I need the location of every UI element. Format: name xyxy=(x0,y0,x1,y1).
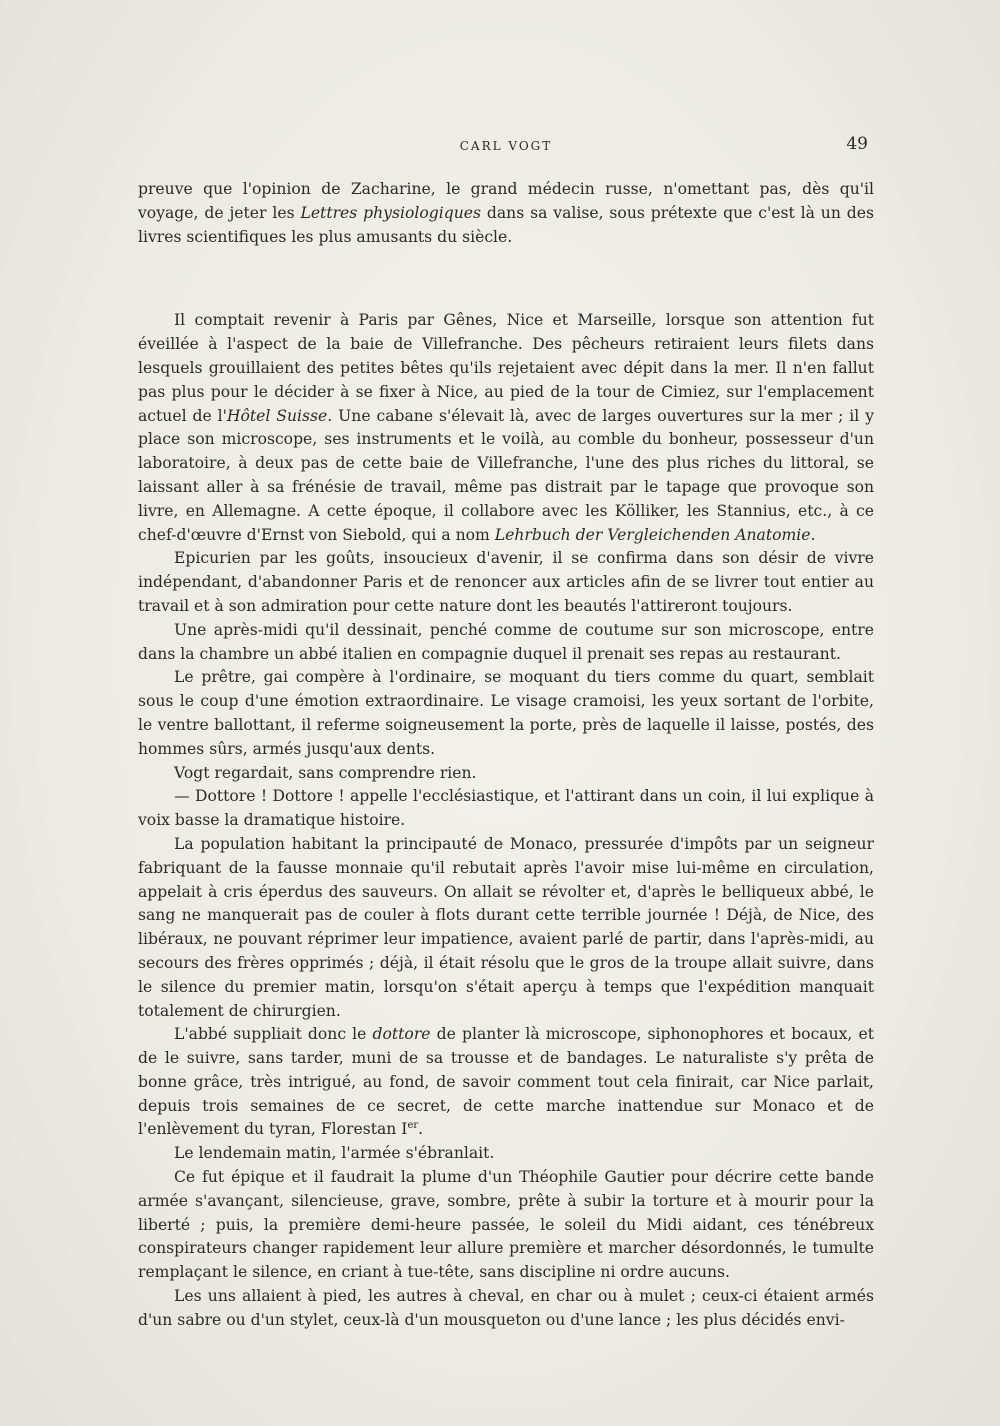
paragraph-text: de planter là microscope, siphonophores et bocaux, et de le suivre, sans tarder, muni de sa trousse et de bandages. Le naturaliste s'y prêta de bonne grâce, très intrigué, au fond, de savoir comment tout cela finirait, car Nice parlait, depuis trois semaines de ce secret, de cette marche inattendue sur Monaco et de l'enlèvement du tyran, Florestan I xyxy=(138,1025,875,1139)
paragraph-4: Une après-midi qu'il dessinait, penché comme de coutume sur son microscope, entre dans la chambre un abbé italien en compagnie duquel il prenait ses repas au restaurant. xyxy=(138,620,874,663)
paragraph-12: Les uns allaient à pied, les autres à cheval, en char ou à mulet ; ceux-ci étaient armés d'un sabre ou d'un stylet, ceux-là d'un mousqueton ou d'une lance ; les plus décidés envi- xyxy=(138,1287,874,1329)
paragraph-text: L'abbé suppliait donc le xyxy=(174,1025,373,1044)
paragraph-text: preuve que l'opinion de Zacharine, le grand médecin russe, n'omettant pas, dès qu'il voyage, de jeter les xyxy=(138,180,874,222)
paragraph-9 xyxy=(138,1023,874,1142)
italic-book-title: Lettres physiologiques xyxy=(300,203,481,222)
body-text xyxy=(138,178,874,1333)
page-number: 49 xyxy=(846,134,868,154)
paragraph-text: . xyxy=(418,1120,424,1139)
italic-book-title: Lehrbuch der Vergleichenden Anatomie xyxy=(494,525,811,544)
running-header xyxy=(138,136,874,156)
paragraph-6: Vogt regardait, sans comprendre rien. xyxy=(174,763,477,782)
paragraph-text: . xyxy=(810,525,816,544)
paragraph-text: Il comptait revenir à Paris par Gênes, Nice et Marseille, lorsque son attention fut éveillée à l'aspect de la baie de Villefranche. Des pêcheurs retiraient leurs filets dans lesquels grouillaient des petites bêtes qu'ils rejetaient avec dépit dans la mer. Il n'en fallut pas plus pour le décider à se fixer à Nice, au pied de la tour de Cimiez, sur l'emplacement actuel de l' xyxy=(138,311,874,425)
paragraph-5: Le prêtre, gai compère à l'ordinaire, se moquant du tiers comme du quart, semblait sous le coup d'une émotion extraordinaire. Le visage cramoisi, les yeux sortant de l'orbite, le ventre ballottant, il referme soigneusement la porte, près de laquelle il laisse, postés, des hommes sûrs, armés jusqu'aux dents. xyxy=(138,668,874,758)
running-title: CARL VOGT xyxy=(459,139,553,153)
paragraph-text: . Une cabane s'élevait là, avec de larges ouvertures sur la mer ; il y place son microscope, ses instruments et le voilà, au comble du bonheur, possesseur d'un laboratoire, à deux pas de cette baie de Villefranche, l'une des plus riches du littoral, se laissant aller à sa frénésie de travail, même pas distrait par le tapage que provoque son livre, en Allemagne. A cette époque, il collabore avec les Kölliker, les Stannius, etc., à ce chef-d'œuvre d'Ernst von Siebold, qui a nom xyxy=(138,406,874,544)
paragraph-11: Ce fut épique et il faudrait la plume d'un Théophile Gautier pour décrire cette bande armée s'avançant, silencieuse, grave, sombre, prête à subir la torture et à mourir pour la liberté ; puis, la première demi-heure passée, le soleil du Midi aidant, ces ténébreux conspirateurs changer rapidement leur allure première et marcher désordonnés, le tumulte remplaçant le silence, en criant à tue-tête, sans discipline ni ordre aucuns. xyxy=(138,1168,874,1282)
paragraph-3: Epicurien par les goûts, insoucieux d'avenir, il se confirma dans son désir de vivre indépendant, d'abandonner Paris et de renoncer aux articles afin de se livrer tout entier au travail et à son admiration pour cette nature dont les beautés l'attireront toujours. xyxy=(138,549,874,615)
paragraph-text: dans sa valise, sous prétexte que c'est là un des livres scientifiques les plus amusants du siècle. xyxy=(138,203,874,246)
paragraph-2 xyxy=(138,309,874,547)
paragraph-1 xyxy=(138,178,874,249)
superscript-ordinal: er xyxy=(407,1120,419,1132)
italic-term: dottore xyxy=(372,1025,431,1044)
paragraph-8: La population habitant la principauté de Monaco, pressurée d'impôts par un seigneur fabriquant de la fausse monnaie qu'il rebutait après l'avoir mise lui-même en circulation, appelait à cris éperdus des sauveurs. On allait se révolter et, d'après le belliqueux abbé, le sang ne manquerait pas de couler à flots durant cette terrible journée ! Déjà, de Nice, des libéraux, ne pouvant réprimer leur impatience, avaient parlé de partir, dans l'après-midi, au secours des frères opprimés ; déjà, il était résolu que le gros de la troupe allait suivre, dans le silence du premier matin, lorsqu'on s'était aperçu à temps que l'expédition manquait totalement de chirurgien. xyxy=(138,834,874,1020)
paragraph-10: Le lendemain matin, l'armée s'ébranlait. xyxy=(174,1144,495,1163)
paragraph-7: — Dottore ! Dottore ! appelle l'ecclésiastique, et l'attirant dans un coin, il lui explique à voix basse la dramatique histoire. xyxy=(138,787,874,830)
italic-hotel-name: Hôtel Suisse xyxy=(226,406,328,425)
